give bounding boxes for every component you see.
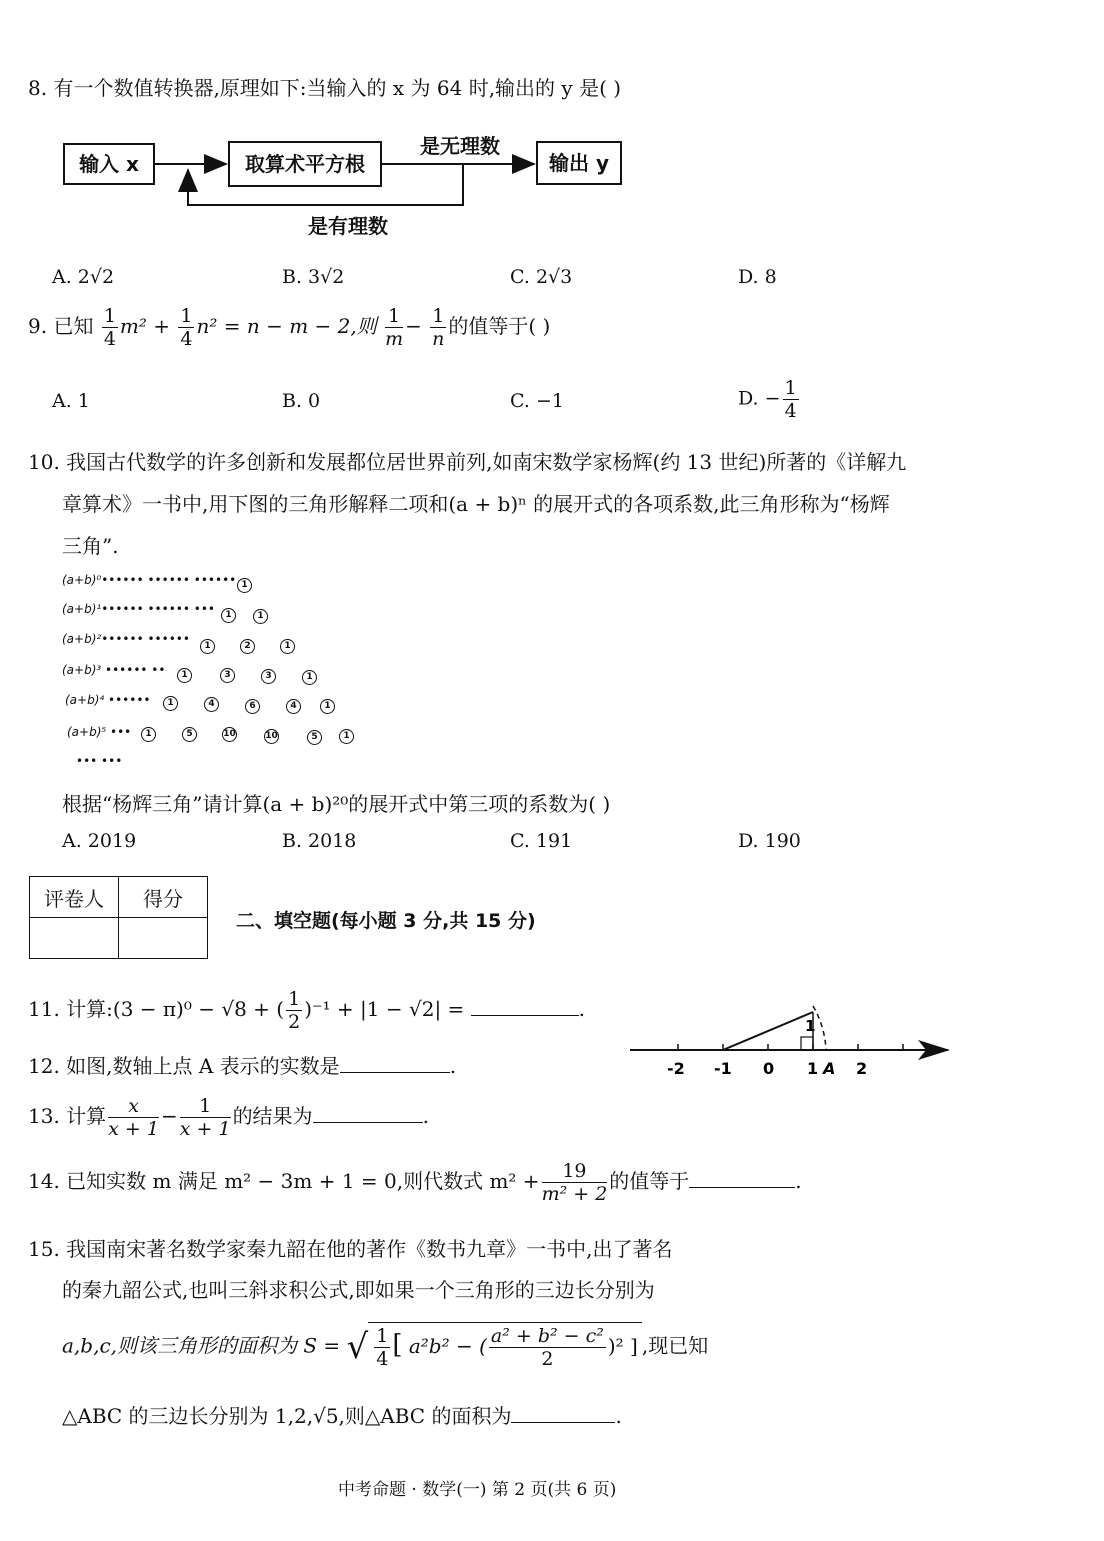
q10-line1: 10. 我国古代数学的许多创新和发展都位居世界前列,如南宋数学家杨辉(约 13 世纪)所著的《详解九 (28, 450, 907, 474)
q10-line2: 章算术》一书中,用下图的三角形解释二项和(a + b)ⁿ 的展开式的各项系数,此三角形称为“杨辉 (62, 492, 890, 516)
q13: 13. 计算 $\frac{x}{x + 1}$ − $\frac{1}{x + 1}$ 的结果为 . (28, 1095, 429, 1140)
q9-part1: m² + (119, 314, 171, 338)
q9-option-d: D. − $\frac{1}{4}$ (738, 377, 797, 422)
q13-frac-a: $\frac{x}{x + 1}$ (108, 1095, 159, 1140)
q8-option-a: A. 2√2 (52, 266, 115, 288)
q9-stem: 9. 已知 $\frac{1}{4}$ m² + $\frac{1}{4}$ n² = n − m − 2,则 $\frac{1}{m}$ − $\frac{1}{n}$ 的值等于( ) (28, 305, 551, 350)
q9-option-c: C. −1 (510, 390, 564, 412)
q14-frac: $\frac{19}{\text{m² + 2}}$ (541, 1160, 608, 1205)
q9-option-b: B. 0 (282, 390, 321, 412)
triangle-coefficient: 4 (286, 699, 301, 714)
triangle-coefficient: 1 (237, 578, 252, 593)
q10-option-c: C. 191 (510, 830, 573, 852)
triangle-coefficient: 1 (141, 727, 156, 742)
triangle-coefficient: 3 (261, 669, 276, 684)
q8-option-c: C. 2√3 (510, 266, 573, 288)
grader-table (29, 876, 208, 959)
q8-option-b: B. 3√2 (282, 266, 345, 288)
triangle-coefficient: 1 (339, 729, 354, 744)
triangle-coefficient: 5 (182, 727, 197, 742)
q15-answer-blank[interactable] (511, 1422, 615, 1423)
triangle-more: ••• ••• (76, 754, 123, 768)
tick-label: 1 (807, 1059, 819, 1078)
grader-cell[interactable] (30, 918, 119, 959)
q12: 12. 如图,数轴上点 A 表示的实数是 . (28, 1054, 457, 1078)
q15-line4: △ABC 的三边长分别为 1,2,√5,则△ABC 的面积为 . (62, 1404, 622, 1428)
q8-option-d: D. 8 (738, 266, 777, 288)
q15-line3: a,b,c,则该三角形的面积为 S = √ $\frac{1}{4}$ [ a²b² − ( $\frac{\text{a² + b² − c²}}{2}$ )² ] ,现已知 (62, 1322, 708, 1372)
q10-question: 根据“杨辉三角”请计算(a + b)²⁰的展开式中第三项的系数为( ) (62, 792, 611, 816)
q9-frac-m: $\frac{1}{m}$ (385, 305, 404, 350)
q11-frac: $\frac{1}{2}$ (288, 988, 301, 1033)
unit-label: 1 (805, 1017, 816, 1035)
q9-option-a: A. 1 (52, 390, 90, 412)
q12-answer-blank[interactable] (340, 1072, 450, 1073)
q13-frac-b: $\frac{1}{x + 1}$ (179, 1095, 231, 1140)
flow-rational-label: 是有理数 (308, 214, 388, 238)
q13-answer-blank[interactable] (313, 1122, 423, 1123)
flow-process-label: 取算术平方根 (245, 152, 365, 176)
triangle-coefficient: 1 (320, 699, 335, 714)
triangle-row-label: (a+b)¹•••••• •••••• ••• (62, 602, 215, 616)
q9-frac-n: $\frac{1}{n}$ (432, 305, 445, 350)
page-footer: 中考命题 · 数学(一) 第 2 页(共 6 页) (338, 1480, 617, 1500)
q9-frac-a: $\frac{1}{4}$ (103, 305, 116, 350)
section-title: 二、填空题(每小题 3 分,共 15 分) (236, 910, 536, 932)
q10-option-d: D. 190 (738, 830, 801, 852)
triangle-coefficient: 1 (177, 668, 192, 683)
q11-answer-blank[interactable] (471, 1015, 579, 1016)
flow-arrows (0, 0, 700, 260)
flow-irrational-label: 是无理数 (420, 134, 500, 158)
score-cell[interactable] (119, 918, 208, 959)
triangle-coefficient: 3 (220, 668, 235, 683)
triangle-coefficient: 2 (240, 639, 255, 654)
flow-output-label: 输出 y (549, 151, 609, 175)
q14: 14. 已知实数 m 满足 m² − 3m + 1 = 0,则代数式 m² + $\frac{19}{\text{m² + 2}}$ 的值等于 . (28, 1160, 802, 1205)
q9-frac-b: $\frac{1}{4}$ (180, 305, 193, 350)
triangle-row-label: (a+b)³ •••••• •• (62, 663, 166, 677)
tick-label: 2 (856, 1059, 868, 1078)
triangle-coefficient: 1 (280, 639, 295, 654)
triangle-coefficient: 1 (221, 608, 236, 623)
triangle-coefficient: 1 (302, 670, 317, 685)
q10-option-a: A. 2019 (62, 830, 137, 852)
q14-answer-blank[interactable] (689, 1187, 795, 1188)
number-line-figure (620, 995, 960, 1085)
q10-option-b: B. 2018 (282, 830, 357, 852)
q9-suffix: 的值等于( ) (448, 314, 551, 338)
triangle-row-label: (a+b)²•••••• •••••• (62, 632, 190, 646)
triangle-coefficient: 4 (204, 697, 219, 712)
q10-line3: 三角”. (62, 534, 119, 558)
triangle-coefficient: 1 (253, 609, 268, 624)
tick-label: -2 (667, 1059, 685, 1078)
triangle-row-label: (a+b)⁵ ••• (67, 725, 132, 739)
tick-label: 0 (763, 1059, 775, 1078)
q8-stem: 8. 有一个数值转换器,原理如下:当输入的 x 为 64 时,输出的 y 是( ) (28, 76, 622, 100)
flow-input-label: 输入 x (79, 152, 139, 176)
triangle-row-label: (a+b)⁰•••••• •••••• •••••• (62, 573, 237, 587)
triangle-coefficient: 10 (222, 727, 237, 742)
triangle-row-label: (a+b)⁴ •••••• (65, 693, 151, 707)
grader-label: 评卷人 (30, 877, 119, 918)
triangle-coefficient: 6 (245, 699, 260, 714)
triangle-coefficient: 5 (307, 730, 322, 745)
q15-line2: 的秦九韶公式,也叫三斜求积公式,即如果一个三角形的三边长分别为 (62, 1278, 655, 1302)
score-label: 得分 (119, 877, 208, 918)
q9-prefix: 9. 已知 (28, 314, 94, 338)
q15-line1: 15. 我国南宋著名数学家秦九韶在他的著作《数书九章》一书中,出了著名 (28, 1237, 673, 1261)
triangle-coefficient: 1 (200, 639, 215, 654)
triangle-coefficient: 1 (163, 696, 178, 711)
triangle-coefficient: 10 (264, 729, 279, 744)
tick-label: -1 (714, 1059, 732, 1078)
q11: 11. 计算:(3 − π)⁰ − √8 + ( $\frac{1}{2}$ )⁻¹ + |1 − √2| = . (28, 988, 586, 1033)
q9-part2: n² = n − m − 2,则 (196, 314, 377, 338)
point-a-label: A (823, 1059, 836, 1078)
